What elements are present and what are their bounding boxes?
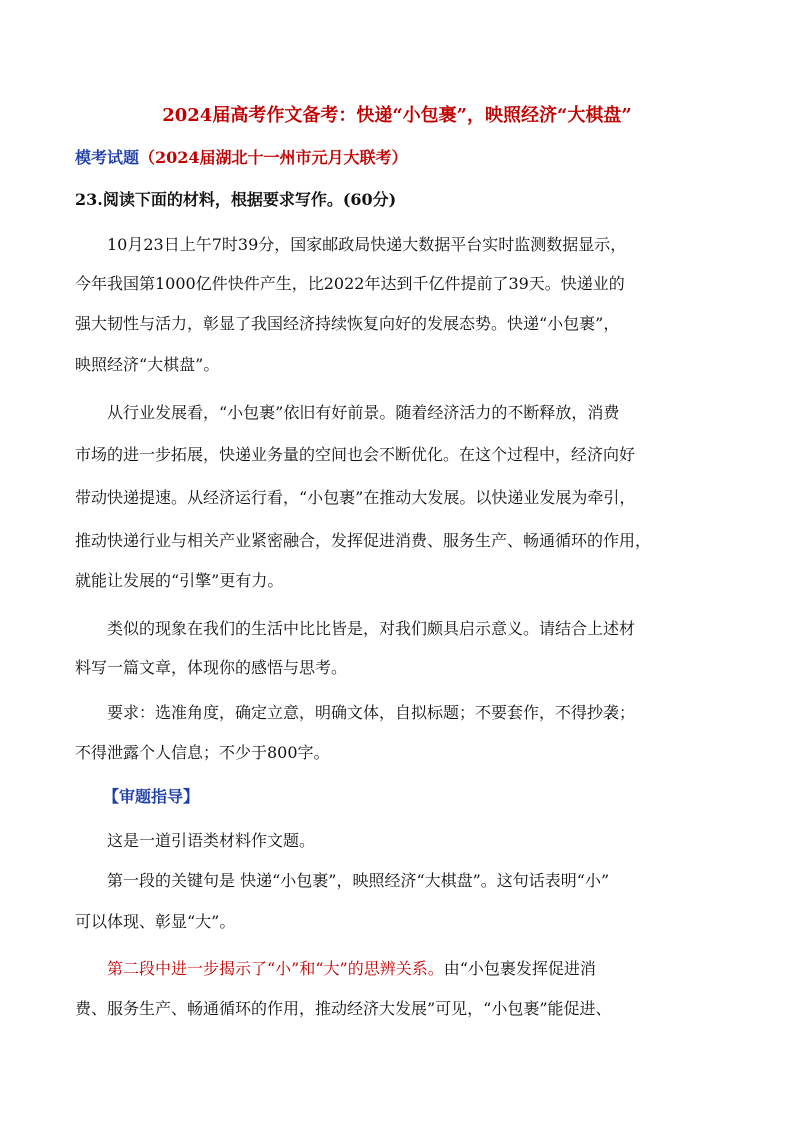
material-p1-line: 今年我国第1000亿件快件产生，比2022年达到千亿件提前了39天。快递业的 [75,274,625,293]
requirements-line: 不得泄露个人信息；不少于800字。 [75,743,330,762]
exam-source-label: 模考试题 [75,148,140,167]
material-p2-line: 从行业发展看，“小包裹”依旧有好前景。随着经济活力的不断释放，消费 [107,403,620,422]
material-p2-line: 市场的进一步拓展，快递业务量的空间也会不断优化。在这个过程中，经济向好 [75,445,636,464]
material-p3-line: 类似的现象在我们的生活中比比皆是，对我们颇具启示意义。请结合上述材 [107,619,636,638]
requirements-line: 要求：选准角度，确定立意，明确文体，自拟标题；不要套作，不得抄袭； [107,703,636,722]
material-p2-line: 带动快递提速。从经济运行看，“小包裹”在推动大发展。以快递业发展为牵引， [75,488,636,507]
material-p1-line: 强大韧性与活力，彰显了我国经济持续恢复向好的发展态势。快递“小包裹”， [75,314,620,333]
guidance-para2-line: 费、服务生产、畅通循环的作用，推动经济大发展”可见，“小包裹”能促进、 [75,999,612,1018]
guidance-para1-line: 第一段的关键句是 快递“小包裹”，映照经济“大棋盘”。这句话表明“小” [107,871,610,890]
material-p2-line: 推动快递行业与相关产业紧密融合，发挥促进消费、服务生产、畅通循环的作用， [75,531,652,550]
exam-source-line [75,146,408,170]
guidance-heading: 【审题指导】 [103,787,200,806]
material-p1-line: 10月23日上午7时39分，国家邮政局快递大数据平台实时监测数据显示， [107,235,627,254]
document-title: 2024届高考作文备考：快递“小包裹”，映照经济“大棋盘” [162,105,632,126]
guidance-para2-line [107,957,596,981]
guidance-para2-text: 由“小包裹发挥促进消 [443,959,596,978]
guidance-para1-line: 可以体现、彰显“大”。 [75,912,236,931]
material-p3-line: 料写一篇文章，体现你的感悟与思考。 [75,658,348,677]
question-prompt: 23.阅读下面的材料，根据要求写作。(60分) [75,190,397,209]
guidance-intro: 这是一道引语类材料作文题。 [107,831,316,850]
exam-source-detail: （2024届湖北十一州市元月大联考） [139,148,408,167]
material-p2-line: 就能让发展的“引擎”更有力。 [75,571,284,590]
material-p1-line: 映照经济“大棋盘”。 [75,355,220,374]
guidance-highlight: 第二段中进一步揭示了“小”和“大”的思辨关系。 [107,959,444,978]
